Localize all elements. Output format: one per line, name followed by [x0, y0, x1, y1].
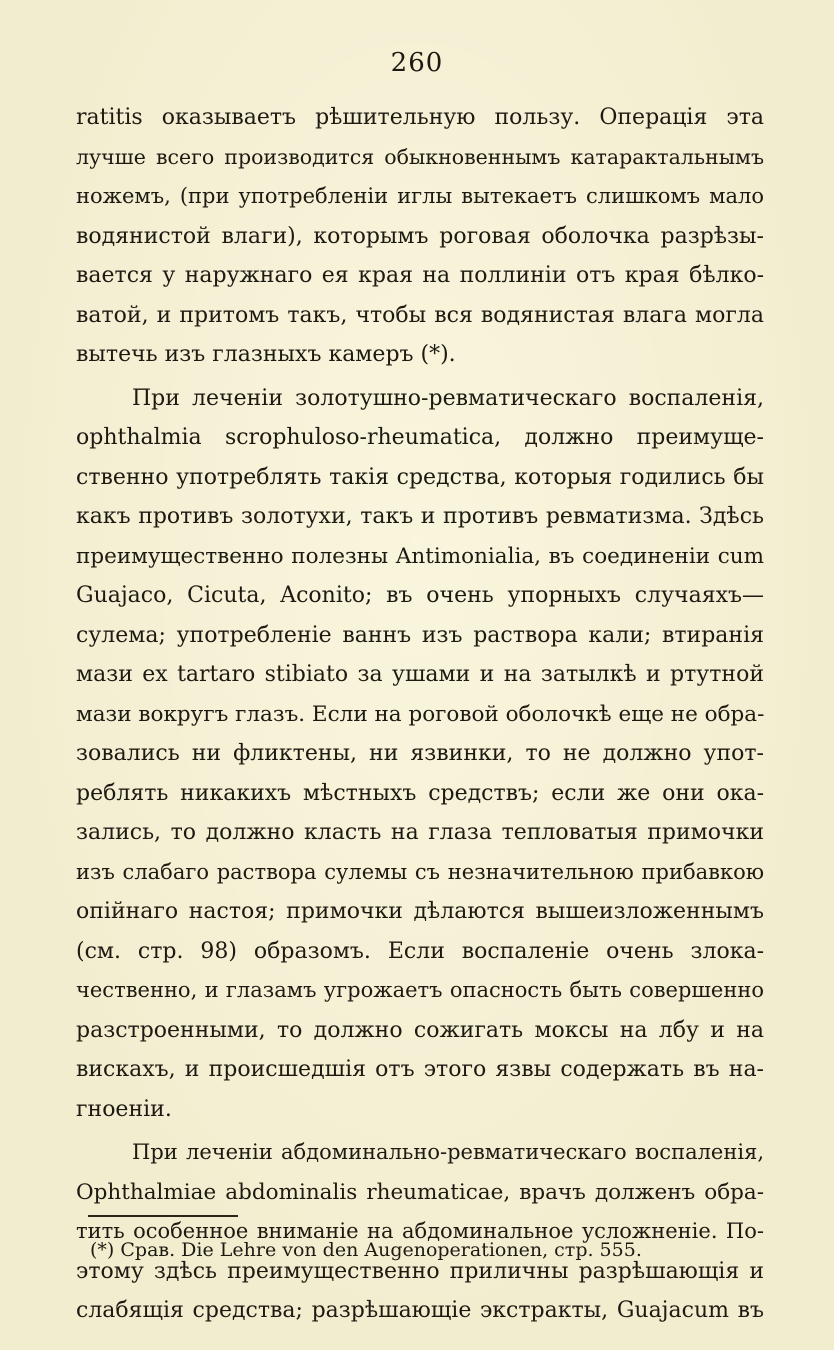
text-line: тить особенное вниманіе на абдоминальное усложненіе. По-	[76, 1219, 764, 1243]
paragraph-1	[76, 98, 764, 375]
body-text	[76, 98, 764, 1331]
text-line: изъ слабаго раствора сулемы съ незначительною прибавкою	[76, 859, 764, 884]
text-line: чественно, и глазамъ угрожаетъ опасность быть совершенно	[76, 978, 764, 1002]
footnote-divider	[88, 1215, 238, 1217]
text-line: ножемъ, (при употребленіи иглы вытекаетъ слишкомъ мало	[76, 184, 764, 208]
text-line: слабящія средства; разрѣшающіе экстракты, Guajacum въ	[76, 1298, 764, 1323]
text-line: При леченіи абдоминально-ревматическаго воспаленія,	[132, 1140, 764, 1164]
text-line: зовались ни фликтены, ни язвинки, то не должно упот-	[76, 741, 764, 766]
text-line: вытечь изъ глазныхъ камеръ (*).	[76, 342, 456, 367]
text-line: мази вокругъ глазъ. Если на роговой оболочкѣ еще не обра-	[76, 701, 764, 727]
text-line: ophthalmia scrophuloso-rheumatica, должно преимуще-	[76, 425, 764, 450]
text-line: преимущественно полезны Antimonialia, въ соединеніи cum	[76, 543, 764, 569]
text-line: лучше всего производится обыкновеннымъ катарактальнымъ	[76, 144, 764, 169]
text-line: ratitis оказываетъ рѣшительную пользу. Операція эта	[76, 105, 764, 130]
text-line: опійнаго настоя; примочки дѣлаются вышеизложеннымъ	[76, 899, 764, 924]
text-line: вается у наружнаго ея края на поллиніи отъ края бѣлко-	[76, 263, 764, 288]
text-line: реблять никакихъ мѣстныхъ средствъ; если же они ока-	[76, 780, 764, 806]
footnote: (*) Срав. Die Lehre von den Augenoperationen, стр. 555.	[90, 1239, 642, 1261]
text-line: зались, то должно класть на глаза тепловатыя примочки	[76, 820, 764, 845]
text-line: мази ex tartaro stibiato за ушами и на затылкѣ и ртутной	[76, 662, 764, 687]
text-line: ватой, и притомъ такъ, чтобы вся водянистая влага могла	[76, 302, 764, 328]
text-line: этому здѣсь преимущественно приличны разрѣшающія и	[76, 1258, 764, 1284]
text-line: какъ противъ золотухи, такъ и противъ ревматизма. Здѣсь	[76, 504, 764, 529]
text-line: разстроенными, то должно сожигать моксы на лбу и на	[76, 1017, 764, 1043]
text-line: Ophthalmiae abdominalis rheumaticae, врачъ долженъ обра-	[76, 1179, 764, 1205]
text-line: Guajaco, Cicuta, Aconito; въ очень упорныхъ случаяхъ—	[76, 583, 764, 608]
text-line: При леченіи золотушно-ревматическаго воспаленія,	[132, 385, 764, 411]
text-line: ственно употреблять такія средства, которыя годились бы	[76, 464, 764, 490]
text-line: сулема; употребленіе ваннъ изъ раствора кали; втиранія	[76, 622, 764, 648]
text-line: гноеніи.	[76, 1096, 172, 1122]
text-line: вискахъ, и происшедшія отъ этого язвы содержать въ на-	[76, 1057, 764, 1082]
paragraph-2	[76, 379, 764, 1130]
paragraph-3	[76, 1133, 764, 1331]
page-number: 260	[390, 48, 444, 78]
text-line: водянистой влаги), которымъ роговая оболочка разрѣзы-	[76, 223, 764, 249]
text-line: (см. стр. 98) образомъ. Если воспаленіе очень злока-	[76, 938, 764, 964]
